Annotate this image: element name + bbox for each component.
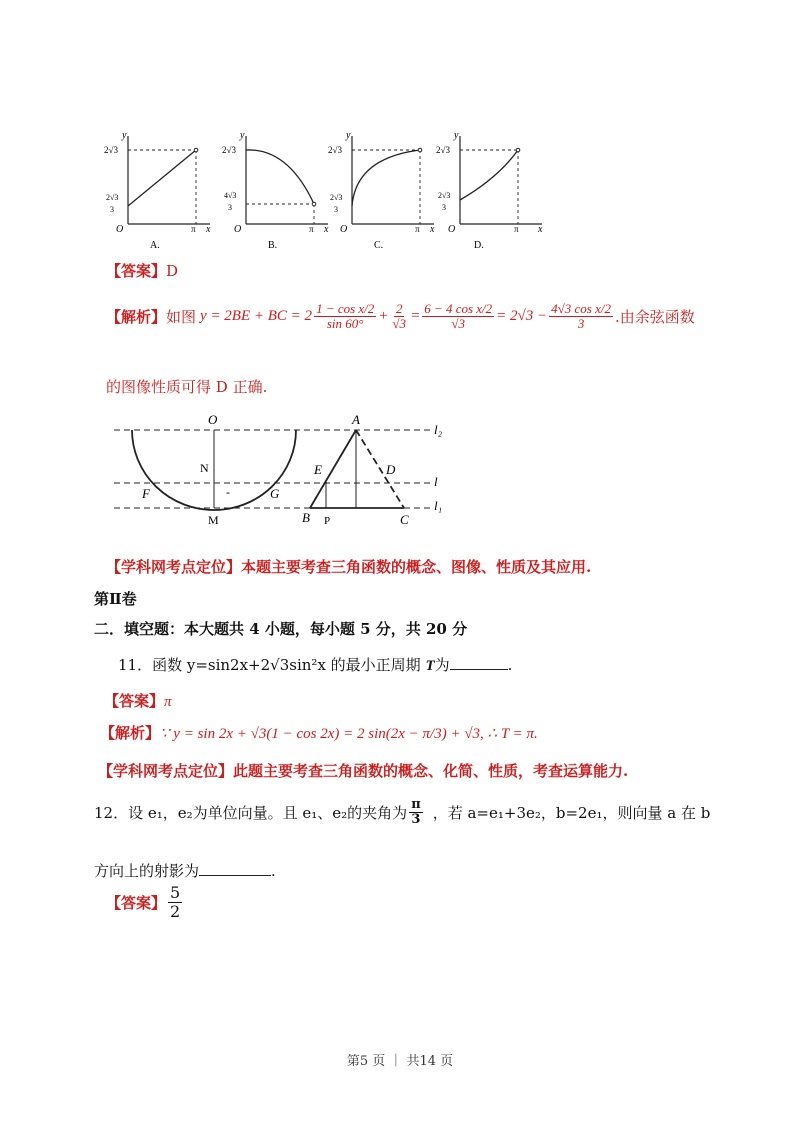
graph-c-ybot: 2√3 [330, 193, 343, 202]
graph-a-y: y [122, 130, 127, 141]
q10-geometry-figure [110, 410, 460, 528]
q12-question-line2: 方向上的射影为 [94, 862, 200, 880]
fig-label-A: A [352, 412, 360, 427]
graph-a [104, 130, 211, 251]
graph-d-x: x [538, 224, 543, 235]
graph-b-pi: π [309, 224, 314, 234]
fig-label-P: P [324, 515, 331, 527]
q12-question-line2-wrap [94, 860, 276, 881]
q11-answer-tag: 【答案】 [104, 692, 165, 710]
graph-a-ybot: 2√3 [106, 193, 119, 202]
fig-label-F: F [142, 486, 150, 501]
q10-kaodian: 【学科网考点定位】本题主要考查三角函数的概念、图像、性质及其应用. [106, 558, 592, 576]
graph-b-letter: B. [268, 240, 278, 251]
graph-b-x: x [324, 224, 329, 235]
q11-analysis [100, 722, 538, 743]
graph-b-y: y [240, 130, 245, 141]
fig-label-D: D [386, 462, 396, 477]
graph-d-letter: D. [474, 240, 484, 251]
fig-label-B: B [302, 510, 310, 525]
q10-analysis-tail: .由余弦函数 [615, 308, 695, 327]
graph-d-ybot: 2√3 [438, 191, 451, 200]
fig-label-l2: l₂ [434, 422, 443, 437]
graph-c [328, 130, 435, 251]
q10-eq2: = 2√3 − [496, 308, 548, 325]
graph-b-ybot: 4√3 [224, 191, 237, 200]
graph-c-letter: C. [374, 240, 384, 251]
graph-d-ytop: 2√3 [436, 145, 450, 155]
fig-label-O: O [208, 412, 218, 427]
q10-fraction-4: $\frac{\text{4√3 cos x/2}}{3}$ [551, 301, 612, 332]
q10-analysis-tag: 【解析】 [106, 308, 167, 327]
q10-fraction-2: $\frac{2}{√3}$ [392, 301, 407, 332]
q12-answer [106, 884, 184, 920]
graph-b-ybot2: 3 [228, 203, 232, 212]
graph-a-origin: O [116, 224, 124, 235]
q11-analysis-formula: ∵ y = sin 2x + √3(1 − cos 2x) = 2 sin(2x − π/3) + √3, ∴ T = π. [160, 726, 538, 742]
graph-b-origin: O [234, 224, 242, 235]
graph-d-origin: O [448, 224, 456, 235]
q11-kaodian: 【学科网考点定位】此题主要考查三角函数的概念、化简、性质，考查运算能力. [98, 762, 629, 780]
graph-c-origin: O [340, 224, 348, 235]
q12-answer-blank [199, 861, 271, 876]
fig-label-N: N [200, 461, 209, 475]
fig-label-G: G [270, 486, 280, 501]
graph-c-y: y [346, 130, 351, 141]
fig-label-E: E [314, 462, 322, 477]
q11-answer-value: π [164, 694, 172, 710]
graph-b [222, 130, 329, 251]
q10-analysis-line2: 的图像性质可得 D 正确. [106, 378, 268, 396]
graph-a-x: x [206, 224, 211, 235]
q10-eq1: = [410, 308, 421, 325]
graph-d-y: y [454, 130, 459, 141]
section-title: 第Ⅱ卷 [94, 590, 137, 608]
q10-answer [106, 260, 178, 281]
fig-label-dash: - [226, 485, 230, 499]
q11-question-pre: 11．函数 y=sin2x+2√3sin²x 的最小正周期 [118, 656, 421, 674]
graph-c-x: x [430, 224, 435, 235]
q11-question [118, 654, 512, 675]
fig-label-C: C [400, 512, 409, 527]
answer-choice-graphs [100, 128, 560, 252]
q10-formula-lhs: y = 2BE + BC = 2 [200, 308, 313, 325]
q10-fraction-3: $\frac{\text{6 − 4 cos x/2}}{√3}$ [424, 301, 493, 332]
q11-question-post: 为 [434, 656, 450, 674]
q12-question [94, 798, 710, 828]
q12-question-line1: 12．设 e₁，e₂为单位向量。且 e₁、e₂的夹角为 [94, 804, 408, 823]
graph-d [436, 130, 543, 251]
graph-a-ybot2: 3 [110, 205, 114, 214]
q12-question-line1b: ，若 a=e₁+3e₂，b=2e₁，则向量 a 在 b [432, 804, 711, 823]
q10-answer-tag: 【答案】 [106, 262, 167, 280]
q11-answer [104, 690, 172, 711]
q12-answer-fraction: $\frac{5}{2}$ [170, 883, 181, 921]
q11-analysis-tag: 【解析】 [100, 724, 161, 742]
q11-question-end: . [507, 656, 513, 674]
q10-analysis [106, 302, 695, 332]
q10-answer-value: D [166, 262, 179, 280]
graph-a-pi: π [191, 224, 196, 234]
fig-label-l1: l₁ [434, 498, 443, 513]
q12-angle-fraction: $\frac{\pi}{3}$ [411, 797, 421, 828]
graph-c-pi: π [415, 224, 420, 234]
graph-b-ytop: 2√3 [222, 145, 236, 155]
graph-a-ytop: 2√3 [104, 145, 118, 155]
fig-label-l: l [434, 474, 438, 489]
q12-answer-tag: 【答案】 [106, 893, 167, 912]
graph-d-ybot2: 3 [442, 203, 446, 212]
graph-c-ybot2: 3 [334, 205, 338, 214]
q10-fraction-1: $\frac{\text{1 − cos x/2}}{\sin 60^\circ}$ [316, 301, 375, 332]
page-footer: 第5 页 ｜ 共14 页 [346, 1054, 454, 1069]
q11-question-T: T [425, 658, 435, 674]
graph-c-ytop: 2√3 [328, 145, 342, 155]
q11-answer-blank [450, 655, 508, 670]
q10-analysis-lead: 如图 [166, 308, 197, 327]
graph-d-pi: π [514, 224, 519, 234]
fig-label-M: M [208, 513, 219, 527]
graph-a-letter: A. [150, 240, 160, 251]
q12-question-end: . [271, 862, 276, 880]
q10-plus: + [378, 308, 389, 325]
section-subtitle: 二．填空题：本大题共 4 小题，每小题 5 分，共 20 分 [94, 620, 468, 638]
